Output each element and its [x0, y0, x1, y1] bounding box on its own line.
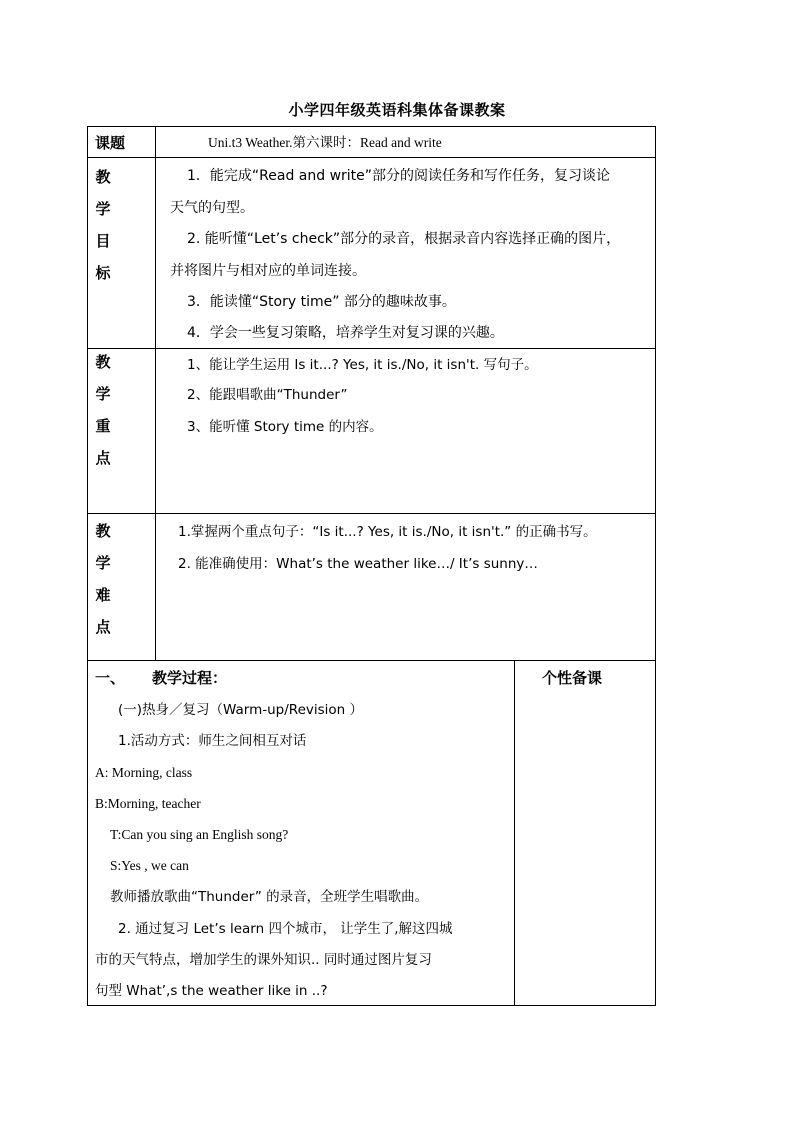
process-line: 2. 通过复习 Let’s learn 四个城市， 让学生了,解这四城 [118, 921, 453, 937]
row-divider [87, 660, 656, 661]
key-point-line: 1、能让学生运用 Is it...? Yes, it is./No, it isn't. 写句子。 [187, 357, 538, 373]
process-heading: 教学过程： [152, 669, 228, 687]
row-divider [87, 348, 656, 349]
topic-value: Uni.t3 Weather.第六课时：Read and write [208, 135, 442, 150]
label-char: 教 [95, 522, 111, 540]
process-line: S:Yes , we can [110, 858, 189, 873]
key-points-label [93, 346, 113, 474]
key-point-line: 3、能听懂 Story time 的内容。 [187, 419, 383, 435]
process-line: T:Can you sing an English song? [110, 827, 289, 842]
label-char: 标 [95, 264, 111, 282]
column-divider [155, 126, 156, 661]
objective-line: 并将图片与相对应的单词连接。 [170, 263, 366, 279]
objective-line: 天气的句型。 [170, 200, 254, 216]
label-char: 学 [95, 385, 111, 403]
label-char: 重 [95, 417, 111, 435]
process-line: A: Morning, class [95, 765, 193, 780]
process-line: B:Morning, teacher [95, 796, 201, 811]
objective-line: 3．能读懂“Story time” 部分的趣味故事。 [187, 294, 456, 310]
process-line: 句型 What’,s the weather like in ..? [95, 983, 328, 999]
personal-notes-header: 个性备课 [542, 669, 603, 687]
objectives-label [93, 161, 113, 289]
objective-line: 2. 能听懂“Let’s check”部分的录音，根据录音内容选择正确的图片， [187, 231, 621, 247]
difficulty-line: 2. 能准确使用：What’s the weather like…/ It’s sunny… [178, 556, 538, 572]
label-char: 学 [95, 554, 111, 572]
process-line: 教师播放歌曲“Thunder” 的录音，全班学生唱歌曲。 [110, 889, 429, 905]
label-char: 点 [95, 618, 111, 636]
objective-line: 4．学会一些复习策略，培养学生对复习课的兴趣。 [187, 325, 504, 341]
process-line: 市的天气特点，增加学生的课外知识.. 同时通过图片复习 [95, 952, 432, 968]
page-title: 小学四年级英语科集体备课教案 [288, 101, 506, 119]
process-heading-number: 一、 [95, 669, 126, 687]
difficulty-line: 1.掌握两个重点句子：“Is it...? Yes, it is./No, it isn't.” 的正确书写。 [178, 524, 597, 540]
objective-line: 1．能完成“Read and write”部分的阅读任务和写作任务，复习谈论 [187, 168, 611, 184]
process-line: 1.活动方式：师生之间相互对话 [118, 733, 307, 749]
label-char: 难 [95, 586, 111, 604]
key-point-line: 2、能跟唱歌曲“Thunder” [187, 387, 348, 403]
column-divider [514, 660, 515, 1006]
label-char: 教 [95, 353, 111, 371]
label-char: 学 [95, 200, 111, 218]
process-line: (一)热身／复习（Warm-up/Revision ） [118, 702, 364, 718]
label-char: 目 [95, 232, 111, 250]
topic-label: 课题 [95, 134, 126, 152]
row-divider [87, 157, 656, 158]
label-char: 教 [95, 168, 111, 186]
label-char: 点 [95, 449, 111, 467]
difficulties-label [93, 515, 113, 643]
row-divider [87, 513, 656, 514]
